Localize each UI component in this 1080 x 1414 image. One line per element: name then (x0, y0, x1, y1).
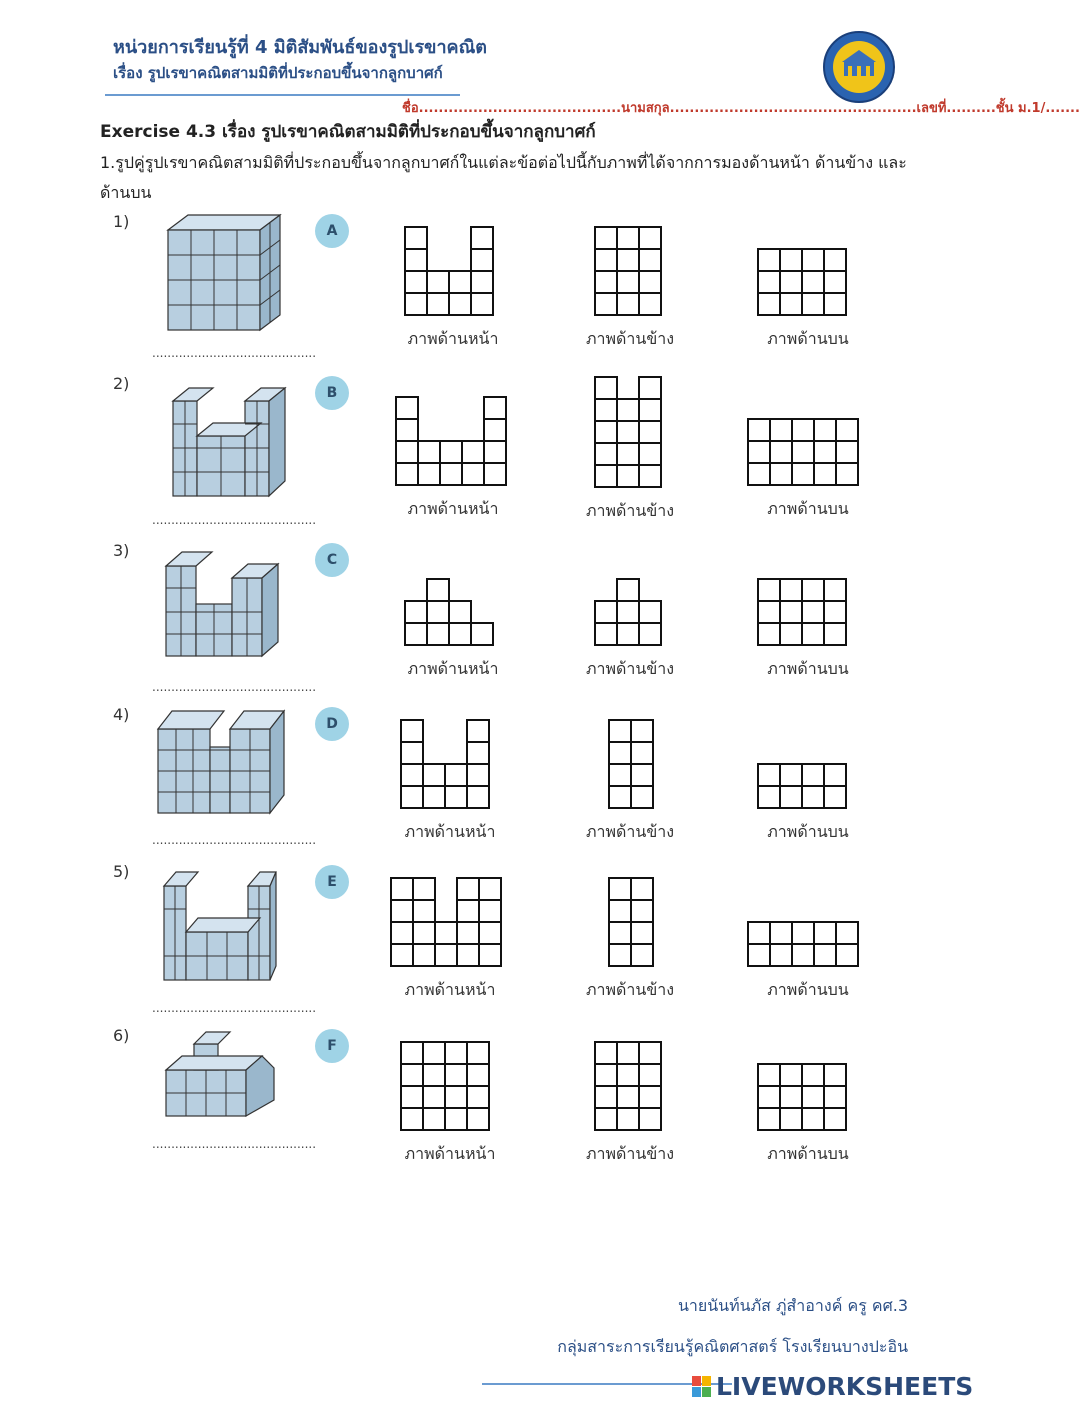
grid-cell (478, 899, 502, 923)
front-view-caption: ภาพด้านหน้า (404, 822, 496, 841)
grid-cell (594, 376, 618, 400)
grid-cell (422, 1041, 446, 1065)
grid-cell (594, 622, 618, 646)
grid-cell (835, 462, 859, 486)
front-view-grid (395, 390, 515, 486)
grid-cell (444, 1041, 468, 1065)
grid-cell (444, 785, 468, 809)
grid-cell (801, 622, 825, 646)
grid-cell (757, 763, 781, 787)
grid-cell (470, 226, 494, 250)
grid-cell (470, 270, 494, 294)
grid-cell (801, 763, 825, 787)
grid-cell (835, 440, 859, 464)
grid-cell (594, 1107, 618, 1131)
grid-cell (616, 226, 640, 250)
grid-cell (638, 292, 662, 316)
grid-cell (747, 462, 771, 486)
top-view-grid (747, 919, 867, 967)
grid-cell (412, 943, 436, 967)
grid-cell (594, 442, 618, 466)
grid-cell (439, 440, 463, 464)
grid-cell (400, 763, 424, 787)
grid-cell (638, 622, 662, 646)
side-view-grid (608, 871, 656, 967)
grid-cell (779, 1063, 803, 1087)
cube-figure-1 (160, 210, 290, 335)
grid-cell (434, 921, 458, 945)
grid-cell (616, 398, 640, 422)
grid-cell (426, 578, 450, 602)
grid-cell (757, 270, 781, 294)
grid-cell (594, 398, 618, 422)
grid-cell (769, 462, 793, 486)
answer-field[interactable]: ........................................... (152, 680, 317, 694)
grid-cell (395, 396, 419, 420)
grid-cell (823, 763, 847, 787)
grid-cell (466, 1107, 490, 1131)
grid-cell (412, 877, 436, 901)
grid-cell (390, 899, 414, 923)
grid-cell (616, 270, 640, 294)
grid-cell (616, 1041, 640, 1065)
grid-cell (616, 1085, 640, 1109)
top-view-grid (757, 244, 853, 316)
grid-cell (801, 1085, 825, 1109)
grid-cell (801, 270, 825, 294)
grid-cell (608, 719, 632, 743)
grid-cell (456, 899, 480, 923)
grid-cell (448, 292, 472, 316)
grid-cell (835, 943, 859, 967)
grid-cell (434, 943, 458, 967)
department-name: กลุ่มสาระการเรียนรู้คณิตศาสตร์ โรงเรียนบางปะอิน (557, 1337, 908, 1356)
option-badge: F (315, 1029, 349, 1063)
grid-cell (630, 921, 654, 945)
grid-cell (757, 578, 781, 602)
grid-cell (616, 292, 640, 316)
grid-cell (470, 248, 494, 272)
grid-cell (638, 464, 662, 488)
grid-cell (444, 763, 468, 787)
grid-cell (594, 248, 618, 272)
grid-cell (483, 396, 507, 420)
side-view-grid (594, 574, 666, 646)
grid-cell (747, 440, 771, 464)
teacher-name: นายนันท์นภัส ภู่สำอางค์ ครู คศ.3 (677, 1296, 908, 1315)
top-view-grid (757, 761, 853, 809)
grid-cell (630, 763, 654, 787)
grid-cell (404, 226, 428, 250)
grid-cell (801, 248, 825, 272)
answer-field[interactable]: ........................................... (152, 513, 317, 527)
grid-cell (483, 440, 507, 464)
grid-cell (594, 1063, 618, 1087)
grid-cell (470, 622, 494, 646)
grid-cell (456, 921, 480, 945)
grid-cell (444, 1107, 468, 1131)
grid-cell (638, 420, 662, 444)
grid-cell (747, 943, 771, 967)
grid-cell (630, 785, 654, 809)
grid-cell (616, 600, 640, 624)
grid-cell (757, 1107, 781, 1131)
grid-cell (769, 440, 793, 464)
grid-cell (616, 248, 640, 272)
front-view-caption: ภาพด้านหน้า (407, 329, 499, 348)
front-view-caption: ภาพด้านหน้า (404, 980, 496, 999)
grid-cell (801, 578, 825, 602)
grid-cell (779, 622, 803, 646)
grid-cell (616, 442, 640, 466)
grid-cell (757, 622, 781, 646)
grid-cell (638, 1041, 662, 1065)
grid-cell (426, 292, 450, 316)
instruction-text: 1.รูปคู่รูปเรขาคณิตสามมิติที่ประกอบขึ้นจากลูกบาศก์ในแต่ละข้อต่อไปนี้กับภาพที่ได้จากการมองด้านหน้า ด้านข้าง และด้านบน (100, 153, 907, 202)
grid-cell (630, 877, 654, 901)
grid-cell (801, 1107, 825, 1131)
grid-cell (608, 785, 632, 809)
grid-cell (412, 899, 436, 923)
grid-cell (466, 1041, 490, 1065)
grid-cell (404, 270, 428, 294)
unit-title: หน่วยการเรียนรู้ที่ 4 มิติสัมพันธ์ของรูปเรขาคณิต (113, 37, 487, 58)
top-view-caption: ภาพด้านบน (767, 329, 849, 348)
grid-cell (400, 741, 424, 765)
grid-cell (400, 1085, 424, 1109)
grid-cell (779, 600, 803, 624)
grid-cell (448, 622, 472, 646)
grid-cell (466, 763, 490, 787)
option-badge: E (315, 865, 349, 899)
grid-cell (835, 418, 859, 442)
grid-cell (638, 376, 662, 400)
grid-cell (594, 464, 618, 488)
grid-cell (412, 921, 436, 945)
side-view-caption: ภาพด้านข้าง (585, 659, 675, 678)
grid-cell (426, 622, 450, 646)
side-view-caption: ภาพด้านข้าง (585, 822, 675, 841)
grid-cell (608, 899, 632, 923)
grid-cell (448, 600, 472, 624)
grid-cell (395, 440, 419, 464)
grid-cell (426, 600, 450, 624)
grid-cell (594, 1041, 618, 1065)
grid-cell (466, 1085, 490, 1109)
grid-cell (813, 943, 837, 967)
grid-cell (616, 1107, 640, 1131)
cube-figure-4 (152, 703, 287, 815)
option-badge: A (315, 214, 349, 248)
grid-cell (630, 741, 654, 765)
grid-cell (638, 1063, 662, 1087)
grid-cell (466, 741, 490, 765)
grid-cell (466, 785, 490, 809)
grid-cell (616, 420, 640, 444)
grid-cell (791, 943, 815, 967)
grid-cell (835, 921, 859, 945)
grid-cell (638, 1107, 662, 1131)
grid-cell (638, 398, 662, 422)
grid-cell (801, 292, 825, 316)
grid-cell (779, 578, 803, 602)
grid-cell (813, 921, 837, 945)
grid-cell (638, 248, 662, 272)
grid-cell (390, 921, 414, 945)
grid-cell (422, 1085, 446, 1109)
grid-cell (779, 1107, 803, 1131)
cube-figure-2 (165, 376, 290, 498)
grid-cell (747, 418, 771, 442)
grid-cell (461, 462, 485, 486)
grid-cell (791, 462, 815, 486)
grid-cell (779, 270, 803, 294)
header-divider (105, 94, 460, 96)
grid-cell (823, 292, 847, 316)
answer-field[interactable]: ........................................... (152, 833, 317, 847)
grid-cell (823, 578, 847, 602)
grid-cell (594, 270, 618, 294)
front-view-grid (400, 713, 496, 809)
top-view-caption: ภาพด้านบน (767, 659, 849, 678)
side-view-grid (608, 713, 656, 809)
grid-cell (390, 943, 414, 967)
option-badge: B (315, 376, 349, 410)
cube-figure-3 (160, 542, 285, 660)
grid-cell (630, 899, 654, 923)
grid-cell (823, 622, 847, 646)
front-view-grid (390, 871, 510, 967)
grid-cell (638, 600, 662, 624)
grid-cell (616, 464, 640, 488)
side-view-grid (594, 220, 666, 316)
grid-cell (444, 1085, 468, 1109)
grid-cell (813, 418, 837, 442)
grid-cell (747, 921, 771, 945)
grid-cell (638, 270, 662, 294)
grid-cell (422, 763, 446, 787)
grid-cell (616, 622, 640, 646)
grid-cell (791, 418, 815, 442)
answer-field[interactable]: ........................................... (152, 346, 317, 360)
grid-cell (630, 719, 654, 743)
question-number: 2) (113, 374, 130, 393)
top-view-grid (757, 574, 853, 646)
grid-cell (608, 943, 632, 967)
grid-cell (757, 785, 781, 809)
grid-cell (779, 1085, 803, 1109)
question-number: 1) (113, 212, 130, 231)
liveworksheets-logo-icon (692, 1376, 712, 1398)
side-view-caption: ภาพด้านข้าง (585, 501, 675, 520)
grid-cell (417, 440, 441, 464)
option-badge: C (315, 543, 349, 577)
top-view-caption: ภาพด้านบน (767, 1144, 849, 1163)
grid-cell (456, 877, 480, 901)
grid-cell (404, 622, 428, 646)
grid-cell (779, 248, 803, 272)
grid-cell (801, 600, 825, 624)
side-view-caption: ภาพด้านข้าง (585, 980, 675, 999)
grid-cell (470, 292, 494, 316)
grid-cell (823, 248, 847, 272)
grid-cell (594, 420, 618, 444)
grid-cell (823, 600, 847, 624)
front-view-caption: ภาพด้านหน้า (404, 1144, 496, 1163)
front-view-grid (404, 220, 500, 316)
side-view-caption: ภาพด้านข้าง (585, 1144, 675, 1163)
top-view-caption: ภาพด้านบน (767, 499, 849, 518)
grid-cell (638, 442, 662, 466)
grid-cell (400, 785, 424, 809)
grid-cell (823, 1085, 847, 1109)
grid-cell (404, 292, 428, 316)
front-view-caption: ภาพด้านหน้า (407, 499, 499, 518)
grid-cell (616, 1063, 640, 1087)
grid-cell (448, 270, 472, 294)
grid-cell (404, 248, 428, 272)
grid-cell (813, 462, 837, 486)
grid-cell (395, 462, 419, 486)
lesson-subtitle: เรื่อง รูปเรขาคณิตสามมิติที่ประกอบขึ้นจากลูกบาศก์ (113, 64, 443, 82)
exercise-title: Exercise 4.3 เรื่อง รูปเรขาคณิตสามมิติที่ประกอบขึ้นจากลูกบาศก์ (100, 122, 596, 142)
grid-cell (757, 600, 781, 624)
grid-cell (630, 943, 654, 967)
grid-cell (791, 921, 815, 945)
grid-cell (608, 763, 632, 787)
grid-cell (801, 1063, 825, 1087)
grid-cell (478, 921, 502, 945)
grid-cell (439, 462, 463, 486)
grid-cell (466, 719, 490, 743)
grid-cell (757, 292, 781, 316)
grid-cell (608, 877, 632, 901)
grid-cell (638, 226, 662, 250)
grid-cell (466, 1063, 490, 1087)
grid-cell (400, 719, 424, 743)
grid-cell (594, 292, 618, 316)
front-view-caption: ภาพด้านหน้า (407, 659, 499, 678)
grid-cell (769, 418, 793, 442)
grid-cell (769, 943, 793, 967)
top-view-grid (757, 1059, 853, 1131)
grid-cell (791, 440, 815, 464)
grid-cell (426, 270, 450, 294)
grid-cell (608, 921, 632, 945)
grid-cell (390, 877, 414, 901)
grid-cell (404, 600, 428, 624)
cube-figure-6 (160, 1028, 278, 1120)
grid-cell (400, 1041, 424, 1065)
grid-cell (444, 1063, 468, 1087)
grid-cell (823, 785, 847, 809)
student-info-line[interactable]: ชื่อ.........................................นามสกุล..................................................เลขที่..........ชั้น ม.1/....... (402, 101, 1080, 116)
grid-cell (461, 440, 485, 464)
school-logo (822, 30, 896, 104)
grid-cell (417, 462, 441, 486)
grid-cell (594, 226, 618, 250)
top-view-grid (747, 414, 867, 486)
grid-cell (483, 462, 507, 486)
grid-cell (769, 921, 793, 945)
grid-cell (422, 785, 446, 809)
grid-cell (400, 1063, 424, 1087)
front-view-grid (404, 574, 500, 646)
question-number: 5) (113, 862, 130, 881)
grid-cell (823, 1063, 847, 1087)
side-view-grid (594, 368, 666, 488)
grid-cell (757, 1085, 781, 1109)
grid-cell (757, 248, 781, 272)
top-view-caption: ภาพด้านบน (767, 822, 849, 841)
grid-cell (395, 418, 419, 442)
grid-cell (400, 1107, 424, 1131)
grid-cell (478, 943, 502, 967)
grid-cell (422, 1063, 446, 1087)
grid-cell (456, 943, 480, 967)
grid-cell (483, 418, 507, 442)
grid-cell (779, 763, 803, 787)
option-badge: D (315, 707, 349, 741)
answer-field[interactable]: ........................................... (152, 1137, 317, 1151)
grid-cell (779, 292, 803, 316)
question-number: 4) (113, 705, 130, 724)
grid-cell (638, 1085, 662, 1109)
front-view-grid (400, 1035, 496, 1131)
liveworksheets-brand: LIVEWORKSHEETS (716, 1372, 974, 1401)
grid-cell (823, 1107, 847, 1131)
grid-cell (779, 785, 803, 809)
grid-cell (608, 741, 632, 765)
grid-cell (813, 440, 837, 464)
top-view-caption: ภาพด้านบน (767, 980, 849, 999)
grid-cell (823, 270, 847, 294)
grid-cell (422, 1107, 446, 1131)
grid-cell (801, 785, 825, 809)
grid-cell (594, 600, 618, 624)
question-number: 3) (113, 541, 130, 560)
answer-field[interactable]: ........................................... (152, 1001, 317, 1015)
question-number: 6) (113, 1026, 130, 1045)
grid-cell (478, 877, 502, 901)
side-view-caption: ภาพด้านข้าง (585, 329, 675, 348)
grid-cell (594, 1085, 618, 1109)
side-view-grid (594, 1035, 666, 1131)
grid-cell (757, 1063, 781, 1087)
cube-figure-5 (158, 862, 280, 982)
grid-cell (616, 578, 640, 602)
